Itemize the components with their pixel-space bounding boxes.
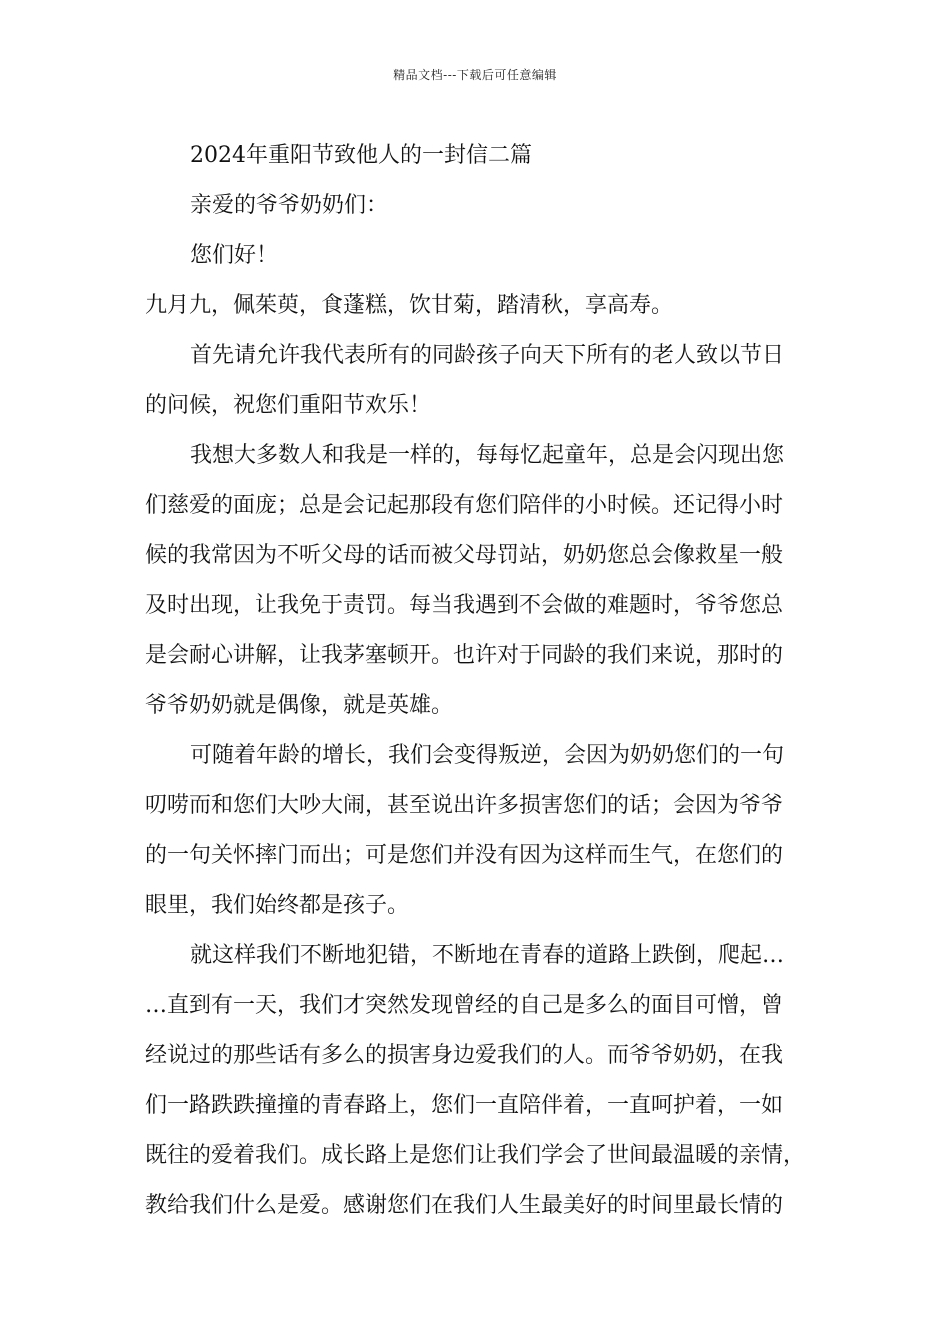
greeting: 您们好！ [190, 243, 279, 268]
text-line: 的一句关怀摔门而出；可是您们并没有因为这样而生气，在您们的 [145, 843, 784, 868]
salutation: 亲爱的爷爷奶奶们： [190, 193, 389, 218]
text-line: 的问候，祝您们重阳节欢乐！ [145, 393, 432, 418]
text-line: 既往的爱着我们。成长路上是您们让我们学会了世间最温暖的亲情， [145, 1143, 806, 1168]
text-line: 我想大多数人和我是一样的，每每忆起童年，总是会闪现出您 [190, 443, 785, 468]
text-line: 候的我常因为不听父母的话而被父母罚站，奶奶您总会像救星一般 [145, 543, 784, 568]
text-line: 九月九，佩茱萸，食蓬糕，饮甘菊，踏清秋，享高寿。 [145, 293, 674, 318]
text-line: 经说过的那些话有多么的损害身边爱我们的人。而爷爷奶奶，在我 [145, 1043, 784, 1068]
text-line: 叨唠而和您们大吵大闹，甚至说出许多损害您们的话；会因为爷爷 [145, 793, 784, 818]
text-line: 可随着年龄的增长，我们会变得叛逆，会因为奶奶您们的一句 [190, 743, 785, 768]
text-line: 教给我们什么是爱。感谢您们在我们人生最美好的时间里最长情的 [145, 1193, 784, 1218]
text-line: 们一路跌跌撞撞的青春路上，您们一直陪伴着，一直呵护着，一如 [145, 1093, 784, 1118]
letter-body [145, 131, 825, 1231]
text-line: …直到有一天，我们才突然发现曾经的自己是多么的面目可憎，曾 [145, 993, 784, 1018]
text-line: 及时出现，让我免于责罚。每当我遇到不会做的难题时，爷爷您总 [145, 593, 784, 618]
text-line: 是会耐心讲解，让我茅塞顿开。也许对于同龄的我们来说，那时的 [145, 643, 784, 668]
letter-title: 2024年重阳节致他人的一封信二篇 [190, 143, 532, 168]
text-line: 首先请允许我代表所有的同龄孩子向天下所有的老人致以节日 [190, 343, 785, 368]
text-line: 就这样我们不断地犯错，不断地在青春的道路上跌倒，爬起… [190, 943, 785, 968]
text-line: 爷爷奶奶就是偶像，就是英雄。 [145, 693, 454, 718]
text-line: 眼里，我们始终都是孩子。 [145, 893, 410, 918]
page-header: 精品文档---下载后可任意编辑 [393, 68, 557, 82]
text-line: 们慈爱的面庞；总是会记起那段有您们陪伴的小时候。还记得小时 [145, 493, 784, 518]
